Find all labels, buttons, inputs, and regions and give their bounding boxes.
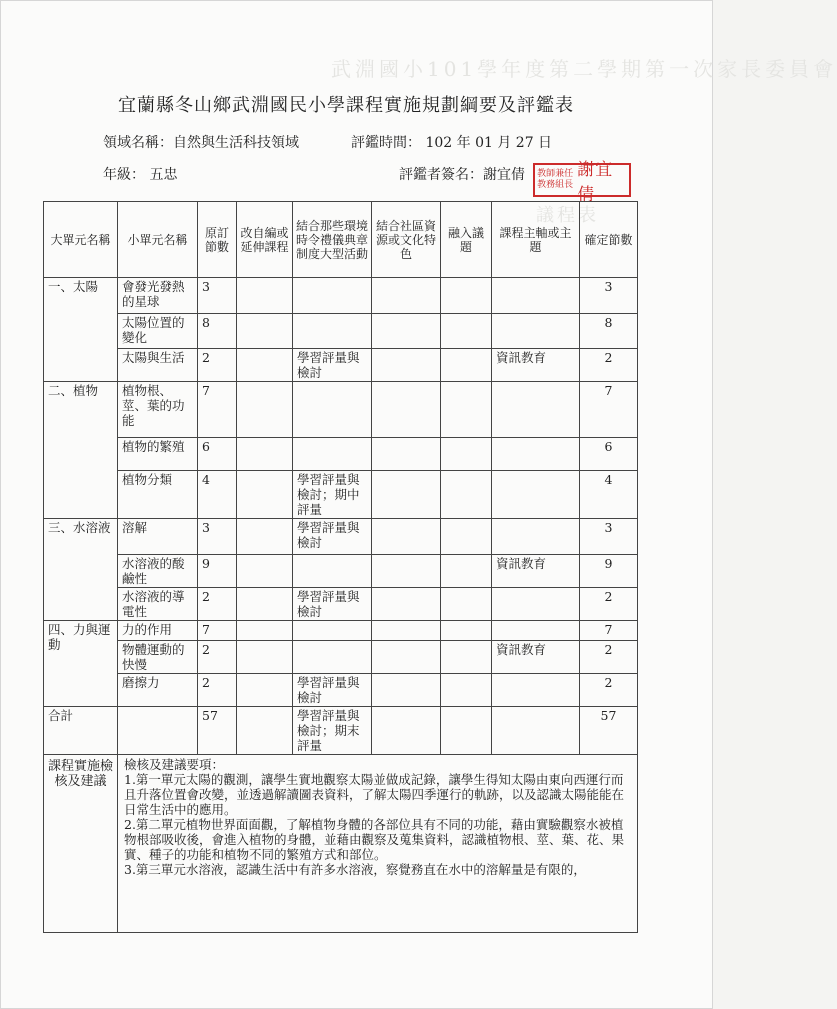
table-row xyxy=(44,471,638,519)
subunit-cell xyxy=(118,707,198,755)
col-header-final: 確定節數 xyxy=(580,202,638,278)
stamp-title: 教師兼任教務組長 xyxy=(537,169,574,190)
theme-cell xyxy=(492,314,580,349)
issue-cell xyxy=(441,382,492,438)
unit-cell: 二、植物 xyxy=(44,382,118,519)
issue-cell xyxy=(441,278,492,314)
table-row xyxy=(44,555,638,588)
subunit-cell: 水溶液的導電性 xyxy=(118,588,198,621)
activity-cell xyxy=(293,641,372,674)
table-row xyxy=(44,438,638,471)
final-cell: 7 xyxy=(580,382,638,438)
notes-label: 課程實施檢核及建議 xyxy=(44,755,118,933)
adapt-cell xyxy=(237,471,293,519)
community-cell xyxy=(372,278,441,314)
adapt-cell xyxy=(237,555,293,588)
activity-cell: 學習評量與檢討 xyxy=(293,519,372,555)
notes-item-1: 1.第一單元太陽的觀測，讓學生實地觀察太陽並做成記錄，讓學生得知太陽由東向西運行而且升落位置會改變，並透過解讀圖表資料，了解太陽四季運行的軌跡，以及認識太陽能能在日常生活中的應用。 xyxy=(124,772,625,817)
total-row xyxy=(44,707,638,755)
notes-content xyxy=(118,755,638,933)
theme-cell xyxy=(492,278,580,314)
community-cell xyxy=(372,588,441,621)
col-header-issue: 融入議題 xyxy=(441,202,492,278)
theme-cell: 資訊教育 xyxy=(492,349,580,382)
activity-cell: 學習評量與檢討；期中評量 xyxy=(293,471,372,519)
theme-cell: 資訊教育 xyxy=(492,641,580,674)
orig-cell: 7 xyxy=(198,382,237,438)
final-cell: 2 xyxy=(580,674,638,707)
issue-cell xyxy=(441,471,492,519)
activity-cell xyxy=(293,382,372,438)
issue-cell xyxy=(441,519,492,555)
subunit-cell: 太陽位置的變化 xyxy=(118,314,198,349)
adapt-cell xyxy=(237,641,293,674)
unit-cell: 一、太陽 xyxy=(44,278,118,382)
notes-title: 檢核及建議要項： xyxy=(124,757,225,772)
unit-cell: 三、水溶液 xyxy=(44,519,118,621)
community-cell xyxy=(372,621,441,641)
col-header-community: 結合社區資源或文化特色 xyxy=(372,202,441,278)
total-label: 合計 xyxy=(44,707,118,755)
table-row xyxy=(44,349,638,382)
orig-cell: 6 xyxy=(198,438,237,471)
adapt-cell xyxy=(237,438,293,471)
community-cell xyxy=(372,707,441,755)
theme-cell: 資訊教育 xyxy=(492,555,580,588)
community-cell xyxy=(372,555,441,588)
orig-cell: 2 xyxy=(198,349,237,382)
final-cell: 3 xyxy=(580,278,638,314)
final-cell: 8 xyxy=(580,314,638,349)
orig-cell: 7 xyxy=(198,621,237,641)
issue-cell xyxy=(441,555,492,588)
curriculum-table xyxy=(43,201,638,933)
adapt-cell xyxy=(237,621,293,641)
adapt-cell xyxy=(237,707,293,755)
grade-label: 年級： 五忠 xyxy=(103,167,178,183)
col-header-subunit: 小單元名稱 xyxy=(118,202,198,278)
subunit-cell: 磨擦力 xyxy=(118,674,198,707)
final-cell: 9 xyxy=(580,555,638,588)
theme-cell xyxy=(492,588,580,621)
activity-cell: 學習評量與檢討 xyxy=(293,588,372,621)
bleed-through-text-2: 議程表 xyxy=(536,205,599,226)
table-row xyxy=(44,278,638,314)
col-header-theme: 課程主軸或主題 xyxy=(492,202,580,278)
notes-item-3: 3.第三單元水溶液，認識生活中有許多水溶液，察覺務直在水中的溶解量是有限的， xyxy=(124,862,586,877)
table-row xyxy=(44,314,638,349)
orig-cell: 8 xyxy=(198,314,237,349)
subunit-cell: 植物根、莖、葉的功能 xyxy=(118,382,198,438)
subunit-cell: 會發光發熱的星球 xyxy=(118,278,198,314)
orig-cell: 3 xyxy=(198,519,237,555)
total-final: 57 xyxy=(580,707,638,755)
theme-cell xyxy=(492,621,580,641)
community-cell xyxy=(372,349,441,382)
seal-stamp xyxy=(533,160,631,205)
adapt-cell xyxy=(237,519,293,555)
table-row xyxy=(44,641,638,674)
orig-cell: 4 xyxy=(198,471,237,519)
subunit-cell: 水溶液的酸鹼性 xyxy=(118,555,198,588)
adapt-cell xyxy=(237,349,293,382)
subunit-cell: 物體運動的快慢 xyxy=(118,641,198,674)
community-cell xyxy=(372,314,441,349)
theme-cell xyxy=(492,519,580,555)
orig-cell: 2 xyxy=(198,588,237,621)
issue-cell xyxy=(441,674,492,707)
orig-cell: 9 xyxy=(198,555,237,588)
orig-cell: 2 xyxy=(198,674,237,707)
stamp-name: 謝宜倩 xyxy=(577,160,614,205)
notes-item-2: 2.第二單元植物世界面面觀，了解植物身體的各部位具有不同的功能，藉由實驗觀察水被植物根部吸收後，會進入植物的身體，並藉由觀察及蒐集資料，認識植物根、莖、葉、花、果實、種子的功能和植物不同的繁殖方式和部位。 xyxy=(124,817,625,862)
bleed-through-text: 武淵國小101學年度第二學期第一次家長委員會 xyxy=(331,57,837,81)
community-cell xyxy=(372,382,441,438)
activity-cell xyxy=(293,278,372,314)
issue-cell xyxy=(441,588,492,621)
issue-cell xyxy=(441,349,492,382)
issue-cell xyxy=(441,641,492,674)
final-cell: 2 xyxy=(580,349,638,382)
subunit-cell: 力的作用 xyxy=(118,621,198,641)
col-header-unit: 大單元名稱 xyxy=(44,202,118,278)
final-cell: 4 xyxy=(580,471,638,519)
activity-cell: 學習評量與檢討 xyxy=(293,349,372,382)
table-row xyxy=(44,519,638,555)
adapt-cell xyxy=(237,674,293,707)
final-cell: 7 xyxy=(580,621,638,641)
theme-cell xyxy=(492,438,580,471)
total-orig: 57 xyxy=(198,707,237,755)
subunit-cell: 太陽與生活 xyxy=(118,349,198,382)
issue-cell xyxy=(441,707,492,755)
issue-cell xyxy=(441,621,492,641)
issue-cell xyxy=(441,314,492,349)
community-cell xyxy=(372,438,441,471)
theme-cell xyxy=(492,707,580,755)
activity-cell xyxy=(293,438,372,471)
community-cell xyxy=(372,674,441,707)
adapt-cell xyxy=(237,588,293,621)
col-header-activity: 結合那些環境時令禮儀典章制度大型活動 xyxy=(293,202,372,278)
subunit-cell: 植物分類 xyxy=(118,471,198,519)
table-row xyxy=(44,588,638,621)
evaluator-signature: 評鑑者簽名：謝宜倩 xyxy=(399,167,525,183)
final-cell: 3 xyxy=(580,519,638,555)
activity-cell: 學習評量與檢討 xyxy=(293,674,372,707)
adapt-cell xyxy=(237,382,293,438)
community-cell xyxy=(372,519,441,555)
orig-cell: 3 xyxy=(198,278,237,314)
activity-cell xyxy=(293,621,372,641)
domain-name: 領域名稱：自然與生活科技領域 xyxy=(103,135,299,151)
community-cell xyxy=(372,471,441,519)
activity-cell xyxy=(293,555,372,588)
table-row xyxy=(44,621,638,641)
eval-time: 評鑑時間： 102 年 01 月 27 日 xyxy=(351,135,553,151)
col-header-orig: 原訂節數 xyxy=(198,202,237,278)
issue-cell xyxy=(441,438,492,471)
table-header-row xyxy=(44,202,638,278)
subunit-cell: 溶解 xyxy=(118,519,198,555)
table-row xyxy=(44,674,638,707)
final-cell: 2 xyxy=(580,588,638,621)
community-cell xyxy=(372,641,441,674)
theme-cell xyxy=(492,674,580,707)
activity-cell xyxy=(293,314,372,349)
adapt-cell xyxy=(237,314,293,349)
theme-cell xyxy=(492,471,580,519)
adapt-cell xyxy=(237,278,293,314)
table-row xyxy=(44,382,638,438)
activity-cell: 學習評量與檢討；期末評量 xyxy=(293,707,372,755)
final-cell: 2 xyxy=(580,641,638,674)
subunit-cell: 植物的繁殖 xyxy=(118,438,198,471)
page-title: 宜蘭縣冬山鄉武淵國民小學課程實施規劃綱要及評鑑表 xyxy=(118,95,574,116)
final-cell: 6 xyxy=(580,438,638,471)
unit-cell: 四、力與運動 xyxy=(44,621,118,707)
col-header-adapt: 改自編或延伸課程 xyxy=(237,202,293,278)
orig-cell: 2 xyxy=(198,641,237,674)
theme-cell xyxy=(492,382,580,438)
notes-row xyxy=(44,755,638,933)
